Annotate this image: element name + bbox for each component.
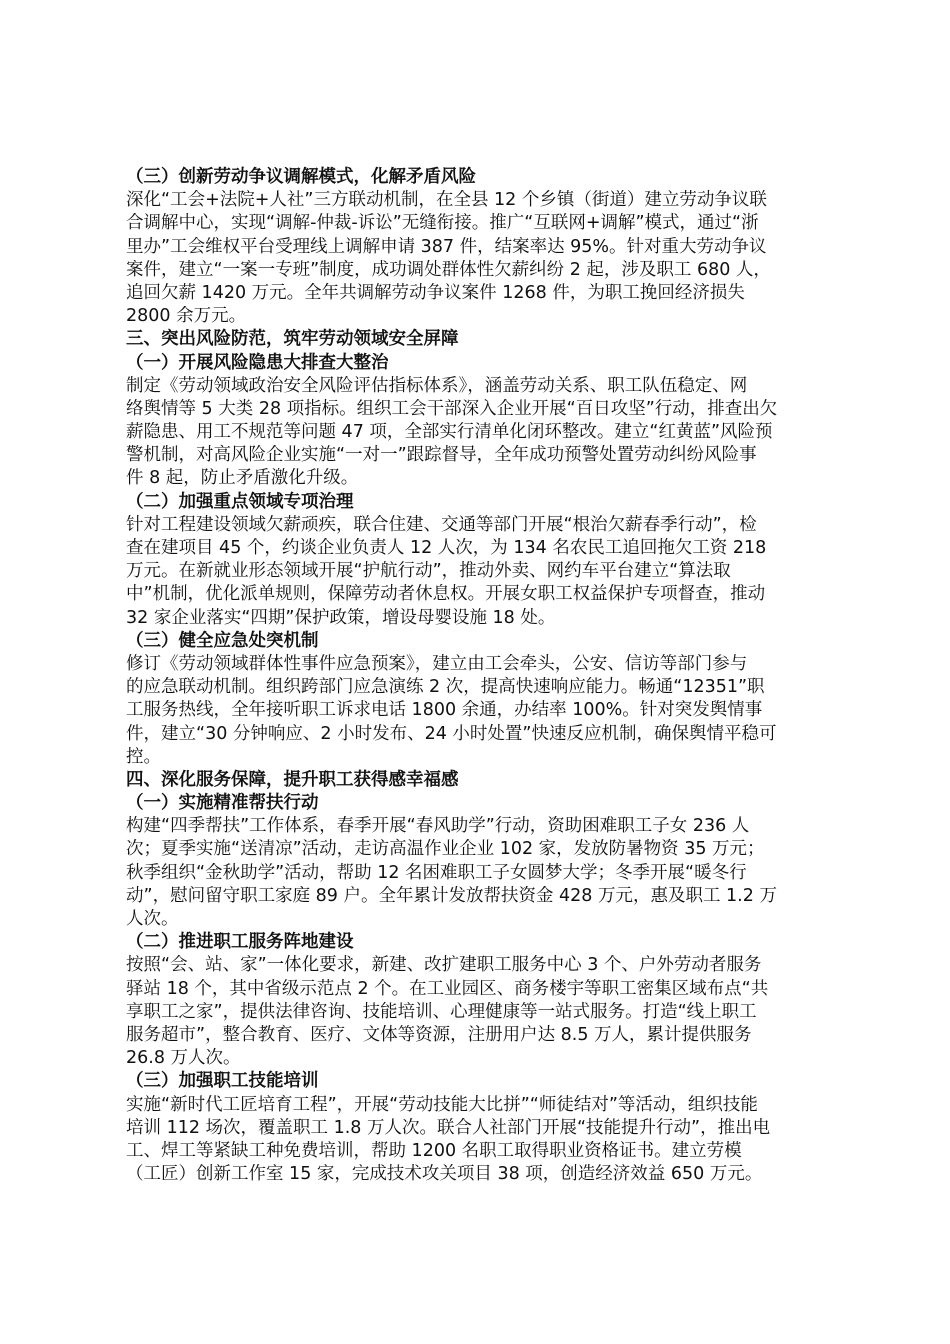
body-text-line: 合调解中心，实现“调解-仲裁-诉讼”无缝衔接。推广“互联网+调解”模式，通过“浙 — [126, 213, 759, 234]
document-page — [126, 166, 834, 1186]
body-text-line: 修订《劳动领域群体性事件应急预案》，建立由工会牵头，公安、信访等部门参与 — [126, 653, 748, 674]
body-text-line: 32 家企业落实“四期”保护政策，增设母婴设施 18 处。 — [126, 607, 556, 628]
subsection-heading: （三）加强职工技能培训 — [126, 1071, 319, 1092]
body-text-line: 动”，慰问留守职工家庭 89 户。全年累计发放帮扶资金 428 万元，惠及职工 1.2 万 — [126, 885, 777, 906]
body-text-line: （工匠）创新工作室 15 家，完成技术攻关项目 38 项，创造经济效益 650 万元。 — [126, 1164, 763, 1185]
body-text-line: 26.8 万人次。 — [126, 1048, 241, 1069]
body-text-line: 万元。在新就业形态领域开展“护航行动”，推动外卖、网约车平台建立“算法取 — [126, 561, 731, 582]
subsection-heading: （一）实施精准帮扶行动 — [126, 793, 319, 814]
body-text-line: 查在建项目 45 个，约谈企业负责人 12 人次，为 134 名农民工追回拖欠工资 218 — [126, 538, 767, 558]
subsection-heading: （二）加强重点领域专项治理 — [126, 491, 354, 512]
body-text-line: 的应急联动机制。组织跨部门应急演练 2 次，提高快速响应能力。畅通“12351”职 — [126, 677, 765, 698]
body-text-line: 享职工之家”，提供法律咨询、技能培训、心理健康等一站式服务。打造“线上职工 — [126, 1001, 757, 1022]
body-text-line: 警机制，对高风险企业实施“一对一”跟踪督导，全年成功预警处置劳动纠纷风险事 — [126, 445, 757, 466]
body-text-line: 次；夏季实施“送清凉”活动，走访高温作业企业 102 家，发放防暑物资 35 万元； — [126, 839, 765, 860]
subsection-heading: （三）创新劳动争议调解模式，化解矛盾风险 — [126, 167, 476, 187]
body-text-line: 案件，建立“一案一专班”制度，成功调处群体性欠薪纠纷 2 起，涉及职工 680 人， — [126, 259, 771, 280]
body-text-line: 实施“新时代工匠培育工程”，开展“劳动技能大比拼”“师徒结对”等活动，组织技能 — [126, 1094, 758, 1115]
body-text-line: 件，建立“30 分钟响应、2 小时发布、24 小时处置”快速反应机制，确保舆情平稳可 — [126, 723, 777, 744]
section-heading: 三、突出风险防范，筑牢劳动领域安全屏障 — [126, 329, 459, 350]
subsection-heading: （三）健全应急处突机制 — [126, 630, 319, 651]
body-text-line: 络舆情等 5 大类 28 项指标。组织工会干部深入企业开展“百日攻坚”行动，排查出欠 — [126, 398, 778, 419]
body-text-line: 驿站 18 个，其中省级示范点 2 个。在工业园区、商务楼宇等职工密集区域布点“共 — [126, 978, 769, 999]
subsection-heading: （二）推进职工服务阵地建设 — [126, 932, 354, 953]
body-text-line: 人次。 — [126, 909, 179, 929]
body-text-line: 制定《劳动领域政治安全风险评估指标体系》，涵盖劳动关系、职工队伍稳定、网 — [126, 375, 748, 396]
body-text-line: 件 8 起，防止矛盾激化升级。 — [126, 468, 359, 489]
body-text-line: 针对工程建设领域欠薪顽疾，联合住建、交通等部门开展“根治欠薪春季行动”，检 — [126, 514, 757, 535]
body-text-line: 薪隐患、用工不规范等问题 47 项，全部实行清单化闭环整改。建立“红黄蓝”风险预 — [126, 422, 773, 443]
section-heading: 四、深化服务保障，提升职工获得感幸福感 — [126, 769, 459, 790]
body-text-line: 里办”工会维权平台受理线上调解申请 387 件，结案率达 95%。针对重大劳动争议 — [126, 236, 767, 257]
subsection-heading: （一）开展风险隐患大排查大整治 — [126, 352, 389, 373]
body-text-line: 追回欠薪 1420 万元。全年共调解劳动争议案件 1268 件，为职工挽回经济损失 — [126, 282, 745, 303]
body-text-line: 2800 余万元。 — [126, 306, 247, 327]
body-text-line: 深化“工会+法院+人社”三方联动机制，在全县 12 个乡镇（街道）建立劳动争议联 — [126, 190, 767, 211]
body-text-line: 按照“会、站、家”一体化要求，新建、改扩建职工服务中心 3 个、户外劳动者服务 — [126, 955, 762, 976]
body-text-line: 工、焊工等紧缺工种免费培训，帮助 1200 名职工取得职业资格证书。建立劳模 — [126, 1140, 742, 1161]
body-text-line: 秋季组织“金秋助学”活动，帮助 12 名困难职工子女圆梦大学；冬季开展“暖冬行 — [126, 862, 747, 883]
body-text-line: 工服务热线，全年接听职工诉求电话 1800 余通，办结率 100%。针对突发舆情事 — [126, 700, 763, 721]
body-text-line: 服务超市”，整合教育、医疗、文体等资源，注册用户达 8.5 万人，累计提供服务 — [126, 1024, 752, 1045]
body-text-line: 培训 112 场次，覆盖职工 1.8 万人次。联合人社部门开展“技能提升行动”，推出电 — [126, 1117, 771, 1138]
body-text-line: 构建“四季帮扶”工作体系，春季开展“春风助学”行动，资助困难职工子女 236 人 — [126, 816, 750, 837]
body-text-line: 中”机制，优化派单规则，保障劳动者休息权。开展女职工权益保护专项督查，推动 — [126, 584, 766, 605]
body-text-line: 控。 — [126, 746, 161, 767]
